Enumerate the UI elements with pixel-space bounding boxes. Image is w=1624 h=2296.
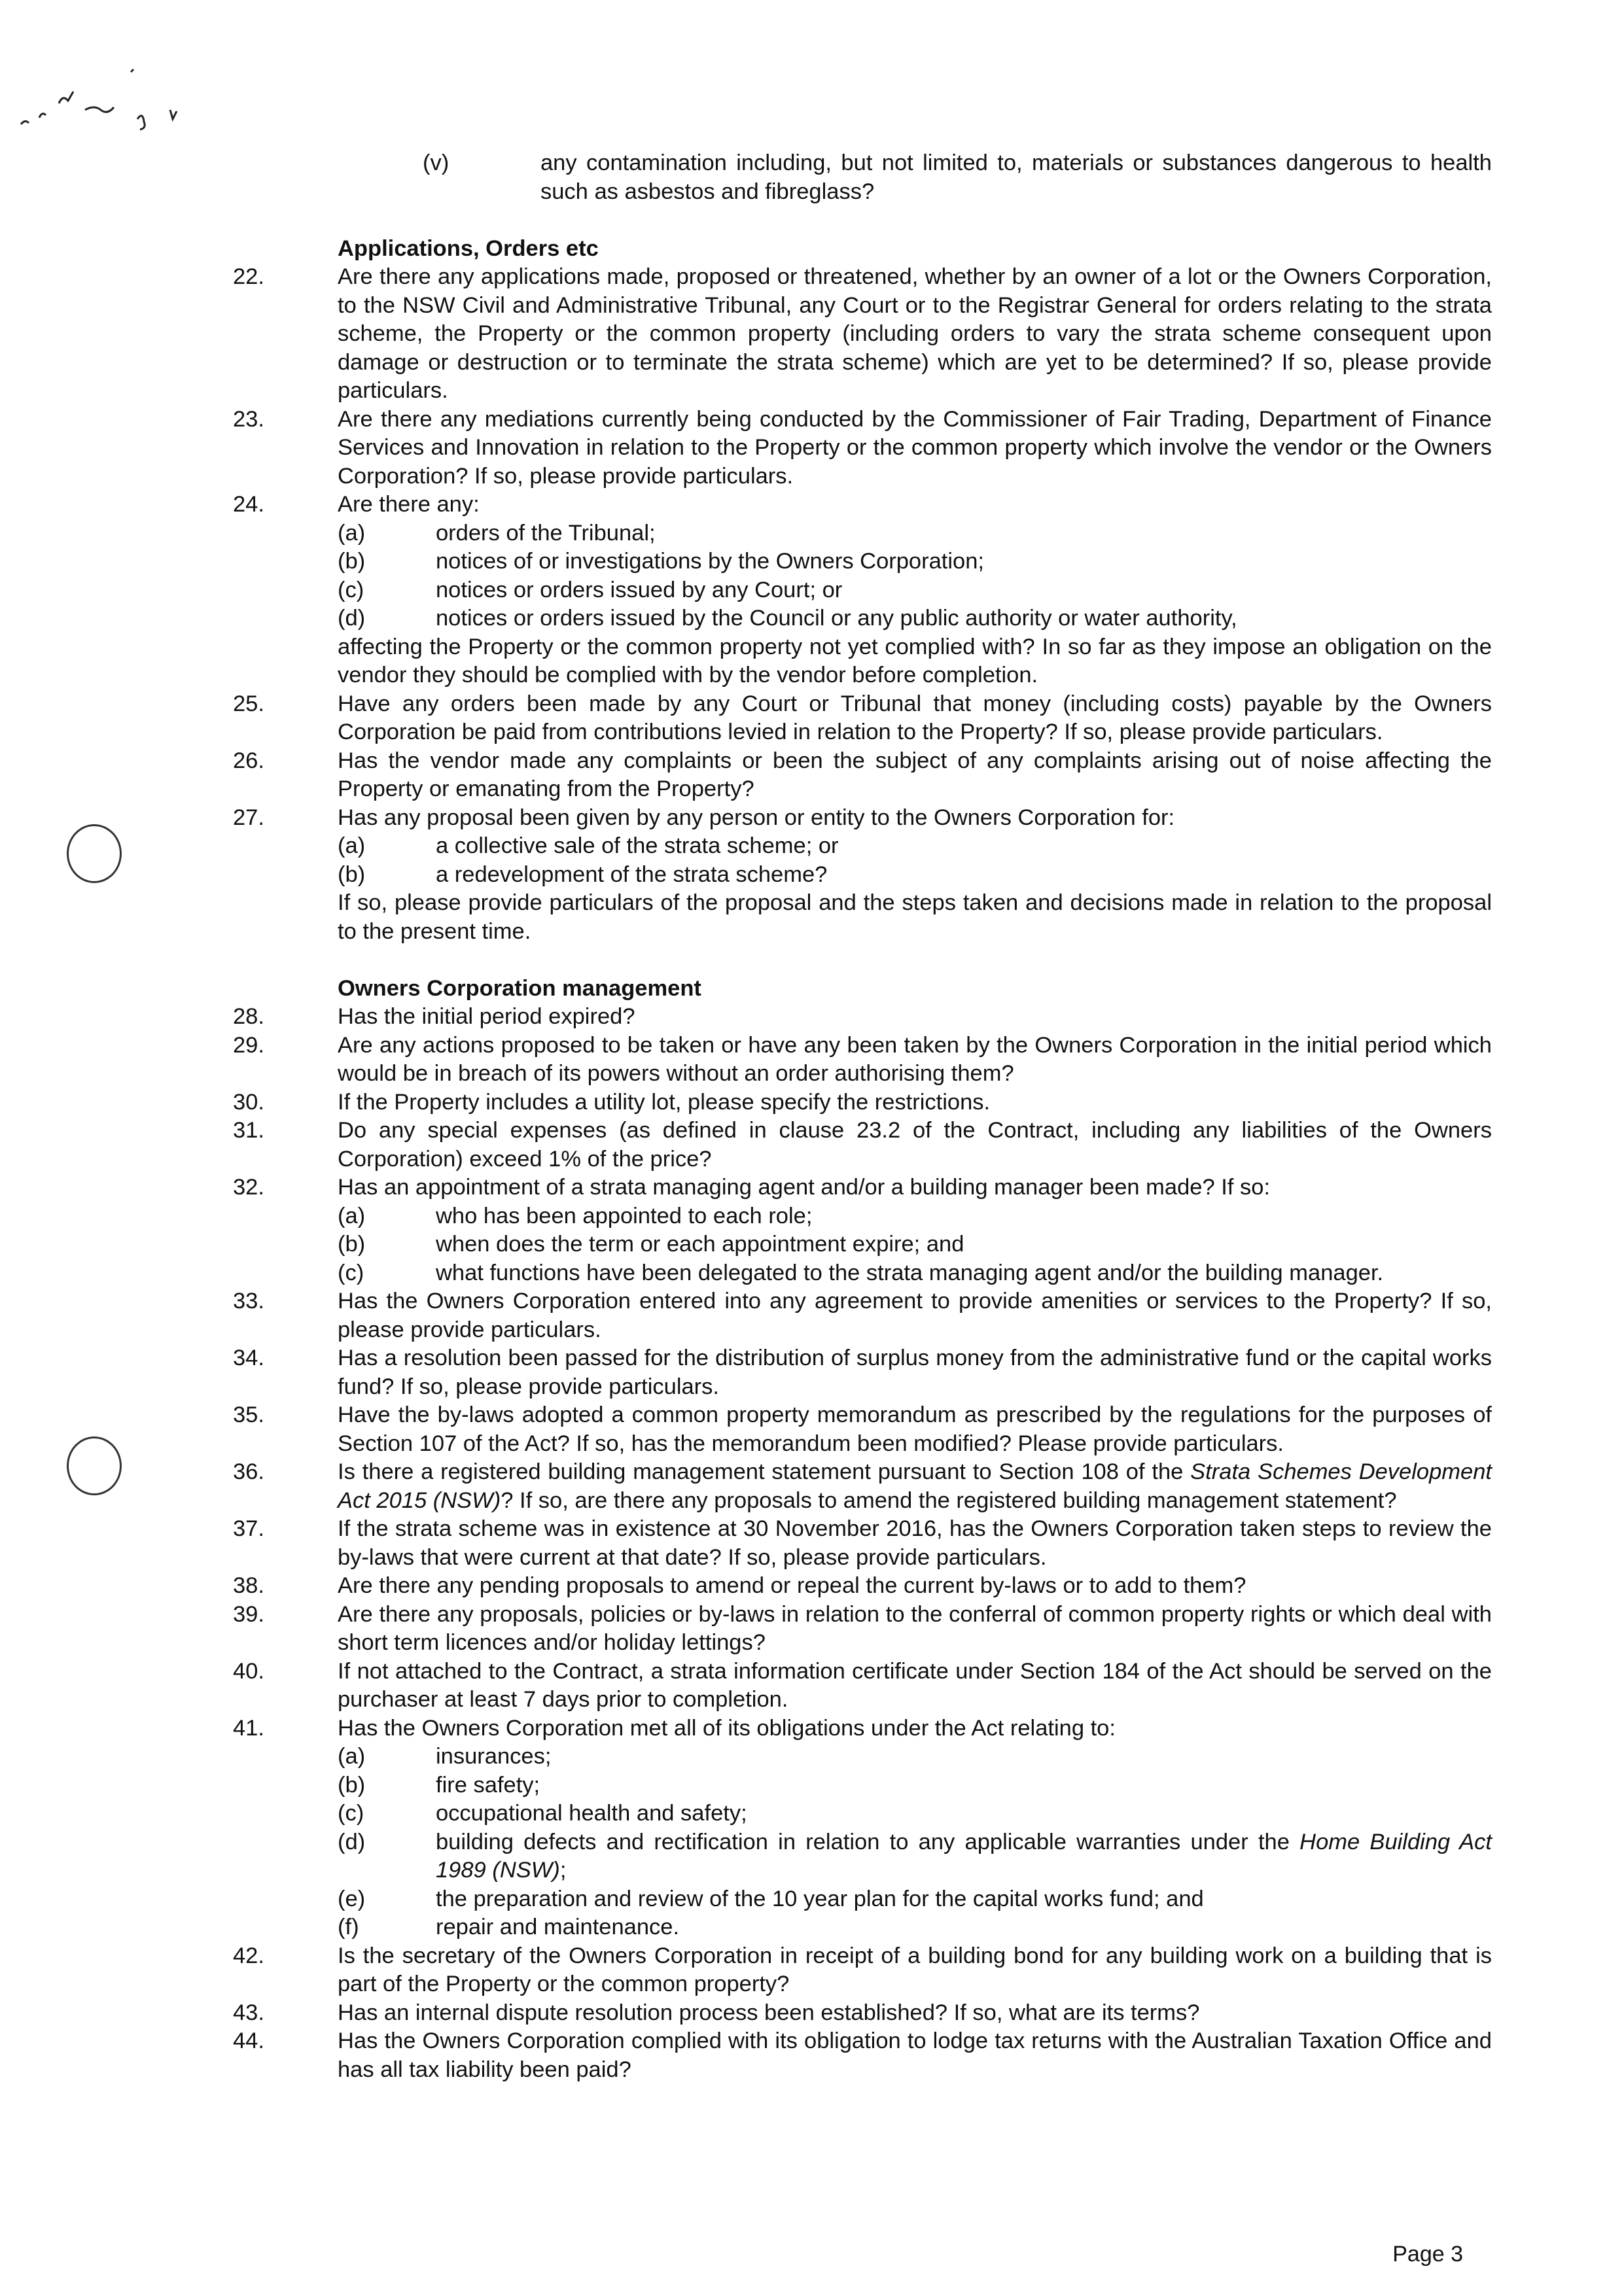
sub-label: (b) bbox=[338, 549, 366, 574]
question-text: Are there any mediations currently being conducted by the Commissioner of Fair Trading, Department of Finance Services and Innovation in relation to the Property or the common property which involve the vendor or the Owners Corporation? If so, please provide particulars. bbox=[338, 406, 1492, 489]
question-38 bbox=[233, 1572, 1492, 1601]
question-number: 26. bbox=[233, 748, 264, 773]
question-number: 24. bbox=[233, 492, 264, 517]
sub-item bbox=[338, 1913, 1492, 1942]
item-label: (v) bbox=[423, 150, 450, 175]
sub-label: (a) bbox=[338, 520, 366, 546]
act-title: Home Building Act 1989 (NSW) bbox=[436, 1829, 1492, 1883]
question-41 bbox=[233, 1714, 1492, 1942]
question-text: Are there any proposals, policies or by-laws in relation to the conferral of common property rights or which deal with short term licences and/or holiday lettings? bbox=[338, 1601, 1492, 1655]
question-number: 28. bbox=[233, 1004, 264, 1029]
question-number: 42. bbox=[233, 1943, 264, 1968]
sub-item bbox=[338, 1202, 1492, 1231]
question-37 bbox=[233, 1515, 1492, 1572]
item-text: any contamination including, but not limited to, materials or substances dangerous to health such as asbestos and fibreglass? bbox=[540, 150, 1492, 204]
sub-item bbox=[338, 1828, 1492, 1885]
question-number: 40. bbox=[233, 1658, 264, 1684]
sub-text: repair and maintenance. bbox=[436, 1915, 680, 1939]
question-22 bbox=[233, 263, 1492, 406]
sub-item bbox=[338, 1230, 1492, 1259]
document-body bbox=[233, 149, 1492, 2084]
question-text: Are there any pending proposals to amend or repeal the current by-laws or to add to them? bbox=[338, 1573, 1246, 1598]
question-text: Are there any: bbox=[338, 492, 480, 517]
sub-text: occupational health and safety; bbox=[436, 1801, 747, 1826]
question-text: Have any orders been made by any Court or Tribunal that money (including costs) payable by the Owners Corporation be paid from contributions levied in relation to the Property? If so, please provide particulars. bbox=[338, 691, 1492, 744]
sub-label: (f) bbox=[338, 1915, 359, 1939]
question-number: 22. bbox=[233, 264, 264, 289]
sub-label: (b) bbox=[338, 1772, 366, 1798]
act-title: Strata Schemes Development Act 2015 (NSW) bbox=[338, 1459, 1492, 1513]
question-33 bbox=[233, 1287, 1492, 1344]
sub-label: (a) bbox=[338, 1744, 366, 1769]
sub-label: (b) bbox=[338, 861, 366, 887]
question-number: 36. bbox=[233, 1459, 264, 1484]
question-text: Has the Owners Corporation complied with its obligation to lodge tax returns with the Australian Taxation Office and has all tax liability been paid? bbox=[338, 2028, 1492, 2082]
question-number: 38. bbox=[233, 1573, 264, 1598]
binder-hole-top bbox=[67, 824, 122, 883]
question-36 bbox=[233, 1458, 1492, 1515]
question-text: Have the by-laws adopted a common property memorandum as prescribed by the regulations for the purposes of Section 107 of the Act? If so, has the memorandum been modified? Please provide particulars. bbox=[338, 1402, 1492, 1456]
question-number: 23. bbox=[233, 406, 264, 432]
question-text: Has an appointment of a strata managing agent and/or a building manager been made? If so: bbox=[338, 1175, 1271, 1200]
question-30 bbox=[233, 1088, 1492, 1117]
question-number: 44. bbox=[233, 2028, 264, 2053]
question-number: 34. bbox=[233, 1346, 264, 1370]
question-text: Is the secretary of the Owners Corporation in receipt of a building bond for any building work on a building that is part of the Property or the common property? bbox=[338, 1943, 1492, 1996]
question-number: 39. bbox=[233, 1601, 264, 1627]
sub-text: notices or orders issued by the Council or any public authority or water authority, bbox=[436, 606, 1237, 631]
question-text: Has an internal dispute resolution process been established? If so, what are its terms? bbox=[338, 2000, 1200, 2025]
question-text: Has the Owners Corporation met all of its obligations under the Act relating to: bbox=[338, 1715, 1116, 1741]
sub-item bbox=[338, 1885, 1492, 1914]
question-number: 35. bbox=[233, 1402, 264, 1427]
scan-artifact-scribble bbox=[13, 26, 196, 137]
question-text: Is there a registered building management statement pursuant to Section 108 of the Strata Schemes Development Act 2015 (NSW)? If so, are there any proposals to amend the registered building management statement? bbox=[338, 1459, 1492, 1513]
question-number: 41. bbox=[233, 1715, 264, 1741]
list-item-v bbox=[423, 149, 1492, 206]
question-number: 32. bbox=[233, 1175, 264, 1200]
sub-label: (c) bbox=[338, 1801, 364, 1826]
sub-item bbox=[338, 519, 1492, 548]
question-number: 33. bbox=[233, 1289, 264, 1313]
question-text: Has a resolution been passed for the distribution of surplus money from the administrative fund or the capital works fund? If so, please provide particulars. bbox=[338, 1346, 1492, 1399]
sub-item bbox=[338, 604, 1492, 633]
sub-label: (a) bbox=[338, 1203, 366, 1228]
question-text: Has any proposal been given by any person or entity to the Owners Corporation for: bbox=[338, 805, 1175, 830]
sub-label: (e) bbox=[338, 1886, 366, 1911]
sub-label: (d) bbox=[338, 606, 366, 631]
question-40 bbox=[233, 1658, 1492, 1714]
sub-text: a redevelopment of the strata scheme? bbox=[436, 861, 828, 887]
sub-label: (c) bbox=[338, 1260, 364, 1285]
sub-text: notices or orders issued by any Court; or bbox=[436, 577, 843, 602]
binder-hole-bottom bbox=[67, 1436, 122, 1495]
question-29 bbox=[233, 1032, 1492, 1088]
question-text: Has the vendor made any complaints or been the subject of any complaints arising out of noise affecting the Property or emanating from the Property? bbox=[338, 748, 1492, 801]
sub-item bbox=[338, 1259, 1492, 1288]
question-43 bbox=[233, 1999, 1492, 2028]
question-text: Do any special expenses (as defined in clause 23.2 of the Contract, including any liabilities of the Owners Corporation) exceed 1% of the price? bbox=[338, 1118, 1492, 1172]
sub-text: orders of the Tribunal; bbox=[436, 520, 656, 546]
sub-text: who has been appointed to each role; bbox=[436, 1203, 813, 1228]
question-42 bbox=[233, 1942, 1492, 1999]
question-text: If not attached to the Contract, a strata information certificate under Section 184 of the Act should be served on the purchaser at least 7 days prior to completion. bbox=[338, 1658, 1492, 1712]
sub-item bbox=[338, 548, 1492, 576]
sub-text: insurances; bbox=[436, 1744, 552, 1769]
sub-text: the preparation and review of the 10 year plan for the capital works fund; and bbox=[436, 1886, 1204, 1911]
question-text: Are there any applications made, proposed or threatened, whether by an owner of a lot or the Owners Corporation, to the NSW Civil and Administrative Tribunal, any Court or to the Registrar General for orders relating to the strata scheme, the Property or the common property (including orders to vary the strata scheme consequent upon damage or destruction or to terminate the strata scheme) which are yet to be determined? If so, please provide particulars. bbox=[338, 264, 1492, 403]
question-number: 43. bbox=[233, 2000, 264, 2025]
sub-label: (a) bbox=[338, 833, 366, 858]
sub-text: when does the term or each appointment expire; and bbox=[436, 1232, 964, 1257]
question-39 bbox=[233, 1601, 1492, 1658]
question-text: Are any actions proposed to be taken or have any been taken by the Owners Corporation in the initial period which would be in breach of its powers without an order authorising them? bbox=[338, 1032, 1492, 1086]
question-number: 30. bbox=[233, 1089, 264, 1115]
sub-text: notices of or investigations by the Owners Corporation; bbox=[436, 549, 985, 574]
question-24 bbox=[233, 491, 1492, 690]
sub-text: fire safety; bbox=[436, 1772, 540, 1798]
sub-item bbox=[338, 576, 1492, 605]
question-27 bbox=[233, 804, 1492, 947]
sub-item bbox=[338, 1800, 1492, 1828]
sub-label: (c) bbox=[338, 577, 364, 602]
page-number: Page 3 bbox=[1392, 2242, 1463, 2267]
question-text-continued: If so, please provide particulars of the proposal and the steps taken and decisions made in relation to the proposal to the present time. bbox=[338, 890, 1492, 944]
question-number: 25. bbox=[233, 691, 264, 716]
question-number: 37. bbox=[233, 1516, 264, 1541]
question-32 bbox=[233, 1174, 1492, 1287]
section-heading-owners-corporation: Owners Corporation management bbox=[338, 975, 701, 1001]
sub-text: building defects and rectification in relation to any applicable warranties under the Home Building Act 1989 (NSW); bbox=[436, 1829, 1492, 1883]
question-34 bbox=[233, 1344, 1492, 1401]
question-31 bbox=[233, 1117, 1492, 1174]
question-text: Has the Owners Corporation entered into any agreement to provide amenities or services to the Property? If so, please provide particulars. bbox=[338, 1289, 1492, 1342]
question-number: 27. bbox=[233, 805, 264, 830]
sub-label: (b) bbox=[338, 1232, 366, 1257]
sub-item bbox=[338, 1743, 1492, 1771]
sub-item bbox=[338, 1771, 1492, 1800]
question-28 bbox=[233, 1003, 1492, 1032]
sub-text: what functions have been delegated to the strata managing agent and/or the building manager. bbox=[436, 1260, 1384, 1285]
sub-item bbox=[338, 861, 1492, 890]
question-44 bbox=[233, 2027, 1492, 2084]
sub-label: (d) bbox=[338, 1829, 366, 1854]
sub-text: a collective sale of the strata scheme; or bbox=[436, 833, 839, 858]
question-number: 29. bbox=[233, 1032, 264, 1058]
sub-item bbox=[338, 832, 1492, 861]
question-text: Has the initial period expired? bbox=[338, 1004, 635, 1029]
question-text-continued: affecting the Property or the common property not yet complied with? In so far as they impose an obligation on the vendor they should be complied with by the vendor before completion. bbox=[338, 634, 1492, 687]
question-26 bbox=[233, 747, 1492, 804]
question-35 bbox=[233, 1401, 1492, 1458]
question-text: If the strata scheme was in existence at 30 November 2016, has the Owners Corporation taken steps to review the by-laws that were current at that date? If so, please provide particulars. bbox=[338, 1516, 1492, 1570]
section-heading-applications: Applications, Orders etc bbox=[338, 235, 599, 261]
question-25 bbox=[233, 690, 1492, 747]
question-23 bbox=[233, 406, 1492, 491]
question-text: If the Property includes a utility lot, please specify the restrictions. bbox=[338, 1089, 991, 1115]
question-number: 31. bbox=[233, 1118, 264, 1143]
